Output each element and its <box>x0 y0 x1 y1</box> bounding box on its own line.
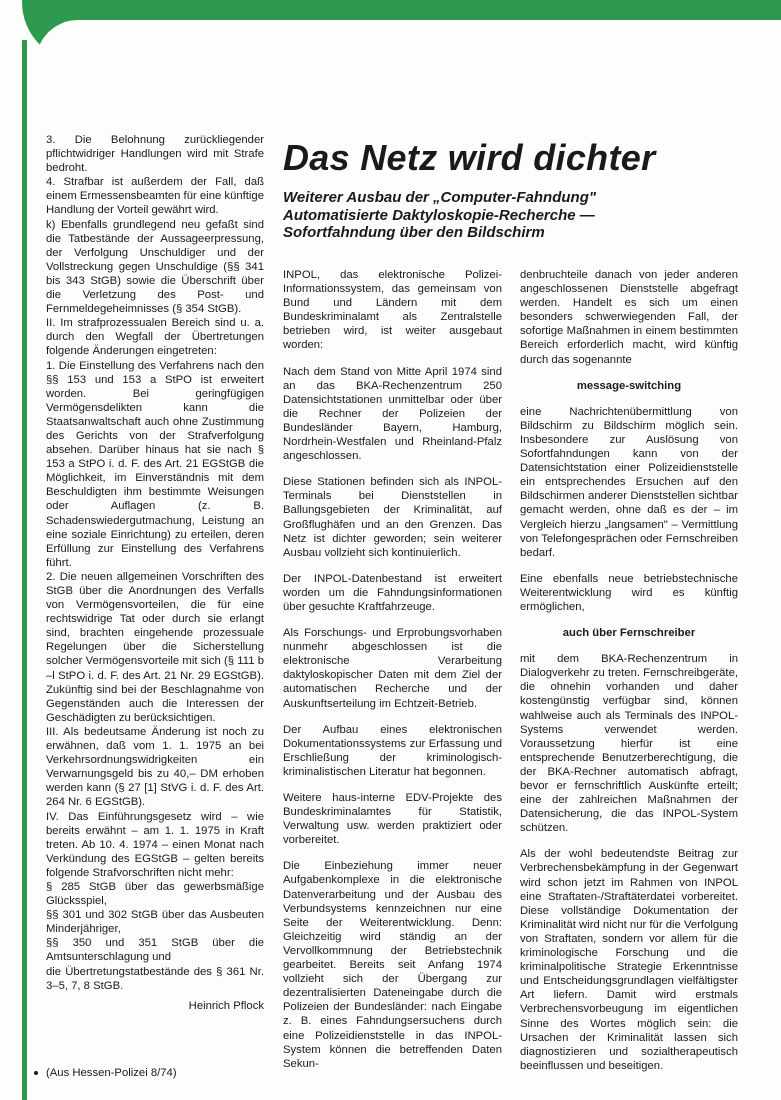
right-column <box>520 268 738 1085</box>
middle-paragraph: Der INPOL-Datenbestand ist erweitert worden um die Fahndungsinformationen über gesuchte Kraftfahrzeuge. <box>283 572 502 613</box>
left-paragraph: 4. Strafbar ist außerdem der Fall, daß einem Ermessensbeamten für eine künftige Handlung der Vorteil gewährt wird. <box>46 176 264 217</box>
left-paragraph: k) Ebenfalls grundlegend neu gefaßt sind die Tatbestände der Aussageerpressung, der Verfolgung Unschuldiger und der Vollstreckung gegen Unschuldige (§§ 341 bis 343 StGB) sowie die Überschrift über die Verletzung des Post- und Fernmeldegeheimnisses (§ 354 StGB). <box>46 218 264 316</box>
middle-column <box>283 268 502 1083</box>
left-paragraph: §§ 350 und 351 StGB über die Amtsunterschlagung und <box>46 937 264 964</box>
right-intro: denbruchteile danach von jeder anderen angeschlossenen Dienststelle abgefragt werden. Handelt es sich um einen besonders schwerwiegenden Fall, der sofortige Maßnahmen in einem bestimmten Bereich erforderlich macht, wird künftig durch das sogenannte <box>520 269 738 366</box>
middle-paragraph: INPOL, das elektronische Polizei-Informationssystem, das gemeinsam von Bund und Ländern mit dem Bundeskriminalamt als Zentralstelle betrieben wird, ist weiter ausgebaut worden: <box>283 269 502 352</box>
section-heading-fernschreiber: auch über Fernschreiber <box>562 627 696 640</box>
left-paragraph: §§ 301 und 302 StGB über das Ausbeuten Minderjähriger, <box>46 909 264 936</box>
left-paragraph: die Übertretungstatbestände des § 361 Nr. 3–5, 7, 8 StGB. <box>46 965 264 992</box>
middle-paragraph: Nach dem Stand von Mitte April 1974 sind an das BKA-Rechenzentrum 250 Datensichtstationen unmittelbar oder über die Rechner der Polizeien der Bundesländer Bayern, Hamburg, Nordrhein-Westfalen und Rheinland-Pfalz angeschlossen. <box>283 365 502 463</box>
section-heading-message-switching: message-switching <box>576 379 682 392</box>
middle-paragraph: Als Forschungs- und Erprobungsvorhaben nunmehr abgeschlossen ist die elektronische Verarbeitung daktyloskopischer Daten mit dem Ziel der automatischen Recherche und der Auskunftserteilung im Echtzeit-Betrieb. <box>283 627 502 710</box>
right-paragraph: Als der wohl bedeutendste Beitrag zur Verbrechensbekämpfung in der Gegenwart wird schon jetzt im Rahmen von INPOL eine Straftaten-/Straftäterdatei vorbereitet. Diese vollständige Dokumentation der Kriminalität wird nicht nur für die Verfolgung von Straftaten, sondern vor allem für die kriminologische Forschung und die kriminalpolitische Strategie Erkenntnisse und Entscheidungsgrundlagen vielfältigster Art liefern. Damit wird erstmals Verbrechensvorbeugung im eigentlichen Sinne des Wortes möglich sein: die Ursachen der Kriminalität lassen sich diagnostizieren und sozialtherapeutisch beeinflussen und beseitigen. <box>520 848 738 1072</box>
middle-paragraph: Die Einbeziehung immer neuer Aufgabenkomplexe in die elektronische Datenverarbeitung und der Ausbau des Verbundsystems kennzeichnen nur eine Seite der Weiterentwicklung. Denn: Gleichzeitig wird ständig an der Vervollkommnung der Betriebstechnik gearbeitet. Bereits seit Anfang 1974 vollzieht sich der Übergang zur dezentralisierten Dateneingabe durch die Polizeien der Bundesländer: nach Eingabe z. B. eines Fahndungsersuchens durch eine Polizeidienststelle in das INPOL-System können die betreffenden Daten Sekun- <box>283 860 502 1070</box>
left-paragraph: 2. Die neuen allgemeinen Vorschriften des StGB über die Anordnungen des Verfalls von Vermögensvorteilen, die für eine rechtswidrige Tat oder durch sie erlangt sind, brachten eingehende prozessuale Regelungen über die Sicherstellung solcher Vermögensvorteile mit sich (§ 111 b –l StPO i. d. F. des Art. 21 Nr. 29 EGStGB). Zukünftig sind bei der Beschlagnahme von Gegenständen auch die Interessen der Geschädigten zu berücksichtigen. <box>46 570 264 724</box>
right-paragraph: Eine ebenfalls neue betriebstechnische Weiterentwicklung wird es künftig ermöglichen, <box>520 572 738 613</box>
left-column <box>46 133 264 1013</box>
left-paragraph: IV. Das Einführungsgesetz wird – wie bereits erwähnt – am 1. 1. 1975 in Kraft treten. Ab 10. 4. 1974 – einen Monat nach Verkündung des EGStGB – gelten bereits folgende Strafvorschriften nicht mehr: <box>46 810 264 879</box>
source-citation: (Aus Hessen-Polizei 8/74) <box>46 1067 177 1079</box>
left-paragraph: § 285 StGB über das gewerbsmäßige Glücksspiel, <box>46 880 264 908</box>
subtitle-line: Sofortfahndung über den Bildschirm <box>283 224 545 241</box>
bullet-icon <box>34 1071 38 1075</box>
author-signature: Heinrich Pflock <box>188 999 264 1012</box>
right-paragraph: eine Nachrichtenübermittlung von Bildschirm zu Bildschirm möglich sein. Insbesondere zur Auslösung von Sofortfahndungen kann von der Datensichtstation einer Polizeidienststelle ein entsprechendes Ersuchen auf den Bildschirmen anderer Dienststellen sichtbar gemacht werden, ohne daß es der – im Vergleich hierzu „langsamen" – Vermittlung von Telefongesprächen oder Fernschreiben bedarf. <box>520 405 738 559</box>
source-line <box>34 1067 177 1079</box>
middle-paragraph: Der Aufbau eines elektronischen Dokumentationssystems zur Erfassung und Erschließung der kriminologisch-kriminalistischen Literatur hat begonnen. <box>283 723 502 778</box>
right-paragraph: mit dem BKA-Rechenzentrum in Dialogverkehr zu treten. Fernschreibgeräte, die ohnehin vorhanden und daher kostengünstig verfügbar sind, können wahlweise auch als Terminals des INPOL-Systems verwendet werden. Voraussetzung hierfür ist eine entsprechende Benutzerberechtigung, die der BKA-Rechner automatisch abfragt, bevor er fernschriftlich Auskünfte erteilt; eine der zahlreichen Maßnahmen der Datensicherung, die das INPOL-System schützen. <box>520 653 738 835</box>
header-band-cutout <box>36 20 781 62</box>
left-paragraph: 1. Die Einstellung des Verfahrens nach den §§ 153 und 153 a StPO ist erweitert worden. Bei geringfügigen Vermögensdelikten kann die Staatsanwaltschaft auch ohne Zustimmung des Gerichts von der Strafverfolgung absehen. Darüber hinaus hat sie nach § 153 a StPO i. d. F. des Art. 21 EGStGB die Möglichkeit, im Einverständnis mit dem Beschuldigten ihm bestimmte Weisungen oder Auflagen (z. B. Schadenswiedergutmachung, Leistung an eine soziale Einrichtung) zu erteilen, deren Erfüllung zur Einstellung des Verfahrens führt. <box>46 359 264 569</box>
article-title: Das Netz wird dichter <box>283 137 656 178</box>
middle-paragraph: Diese Stationen befinden sich als INPOL-Terminals bei Dienststellen in Ballungsgebieten der Kriminalität, auf Großflughäfen und an den Grenzen. Das Netz ist dichter geworden; sein weiterer Ausbau vollzieht sich kontinuierlich. <box>283 476 502 559</box>
left-green-rule <box>22 40 27 1100</box>
left-paragraph: 3. Die Belohnung zurückliegender pflichtwidriger Handlungen wird mit Strafe bedroht. <box>46 134 264 175</box>
left-paragraph: III. Als bedeutsame Änderung ist noch zu erwähnen, daß vom 1. 1. 1975 an bei Verkehrsordnungswidrigkeiten ein Verwarnungsgeld bis zu 40,– DM erhoben werden kann (§ 27 [1] StVG i. d. F. des Art. 264 Nr. 6 EGStGB). <box>46 725 264 809</box>
middle-paragraph: Weitere haus-interne EDV-Projekte des Bundeskriminalamtes für Statistik, Verwaltung usw. werden praktiziert oder vorbereitet. <box>283 792 502 847</box>
subtitle-line: Automatisierte Daktyloskopie-Recherche — <box>283 206 595 224</box>
subtitle-line: Weiterer Ausbau der „Computer-Fahndung" <box>283 189 596 206</box>
left-paragraph: II. Im strafprozessualen Bereich sind u. a. durch den Wegfall der Übertretungen folgende Änderungen eingetreten: <box>46 317 264 358</box>
article-subtitle <box>283 189 743 242</box>
